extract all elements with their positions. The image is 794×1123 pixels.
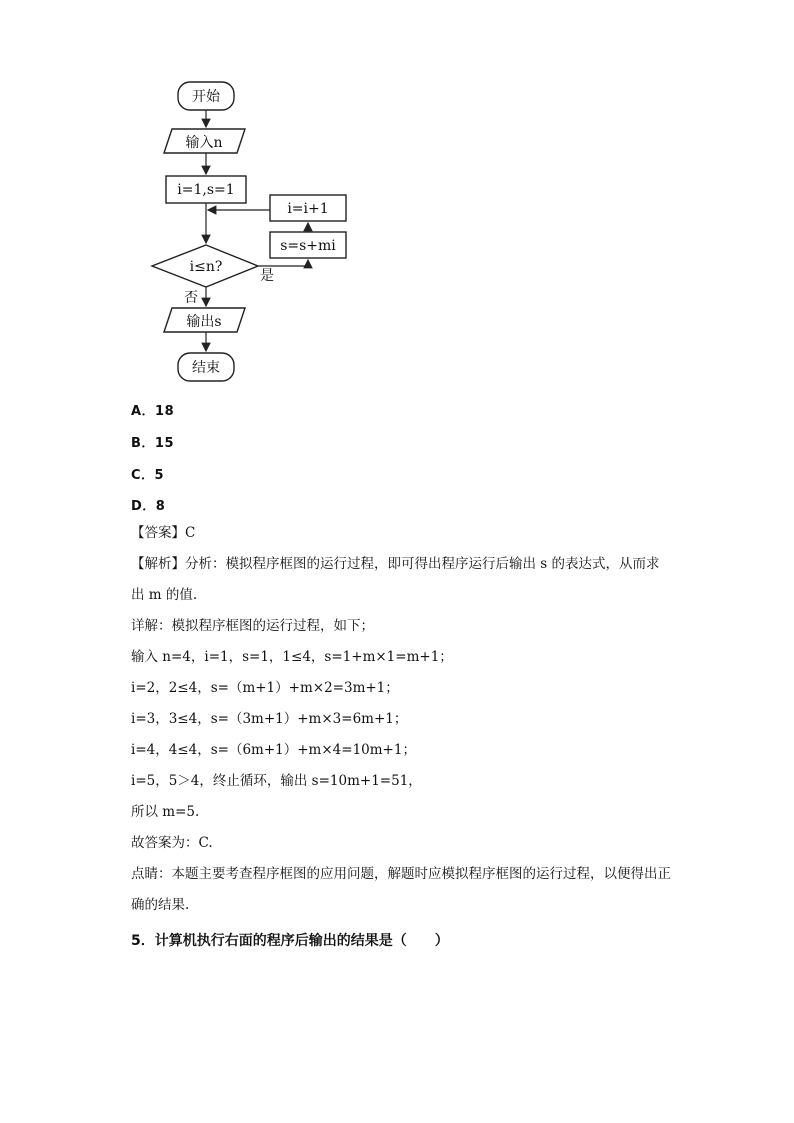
- option-d: D．8: [131, 499, 166, 514]
- update-label: s=s+mi: [280, 238, 336, 254]
- output-label: 输出s: [186, 314, 222, 330]
- step-line: i=5，5＞4，终止循环，输出 s=10m+1=51，: [131, 773, 422, 789]
- step-line: 所以 m=5.: [131, 804, 200, 820]
- next-question: 5．计算机执行右面的程序后输出的结果是（ ）: [131, 933, 449, 949]
- step-line: 输入 n=4，i=1，s=1，1≤4，s=1+m×1=m+1；: [131, 649, 453, 665]
- start-label: 开始: [192, 89, 220, 105]
- comment: 点睛：本题主要考查程序框图的应用问题，解题时应模拟程序框图的运行过程，以便得出正确的结果.: [131, 866, 671, 913]
- increment-label: i=i+1: [287, 201, 329, 217]
- step-line: i=3，3≤4，s=（3m+1）+m×3=6m+1；: [131, 711, 408, 727]
- option-c: C．5: [131, 468, 165, 483]
- detail-heading: 详解：模拟程序框图的运行过程，如下；: [131, 618, 374, 634]
- step-line: i=2，2≤4，s=（m+1）+m×2=3m+1；: [131, 680, 399, 696]
- input-label: 输入n: [185, 135, 223, 151]
- init-label: i=1,s=1: [177, 182, 235, 198]
- flowchart: [140, 70, 370, 390]
- answer-block: [131, 518, 671, 921]
- condition-label: i≤n?: [189, 259, 223, 275]
- answer-label: 【答案】C: [131, 525, 196, 541]
- analysis-intro: 【解析】分析：模拟程序框图的运行过程，即可得出程序运行后输出 s 的表达式，从而求出 m 的值.: [131, 556, 660, 603]
- no-label: 否: [184, 290, 198, 306]
- yes-label: 是: [260, 268, 274, 284]
- conclusion: 故答案为：C.: [131, 835, 213, 851]
- option-b: B．15: [131, 436, 174, 451]
- end-label: 结束: [192, 360, 220, 376]
- option-a: A．18: [131, 404, 175, 419]
- step-line: i=4，4≤4，s=（6m+1）+m×4=10m+1；: [131, 742, 416, 758]
